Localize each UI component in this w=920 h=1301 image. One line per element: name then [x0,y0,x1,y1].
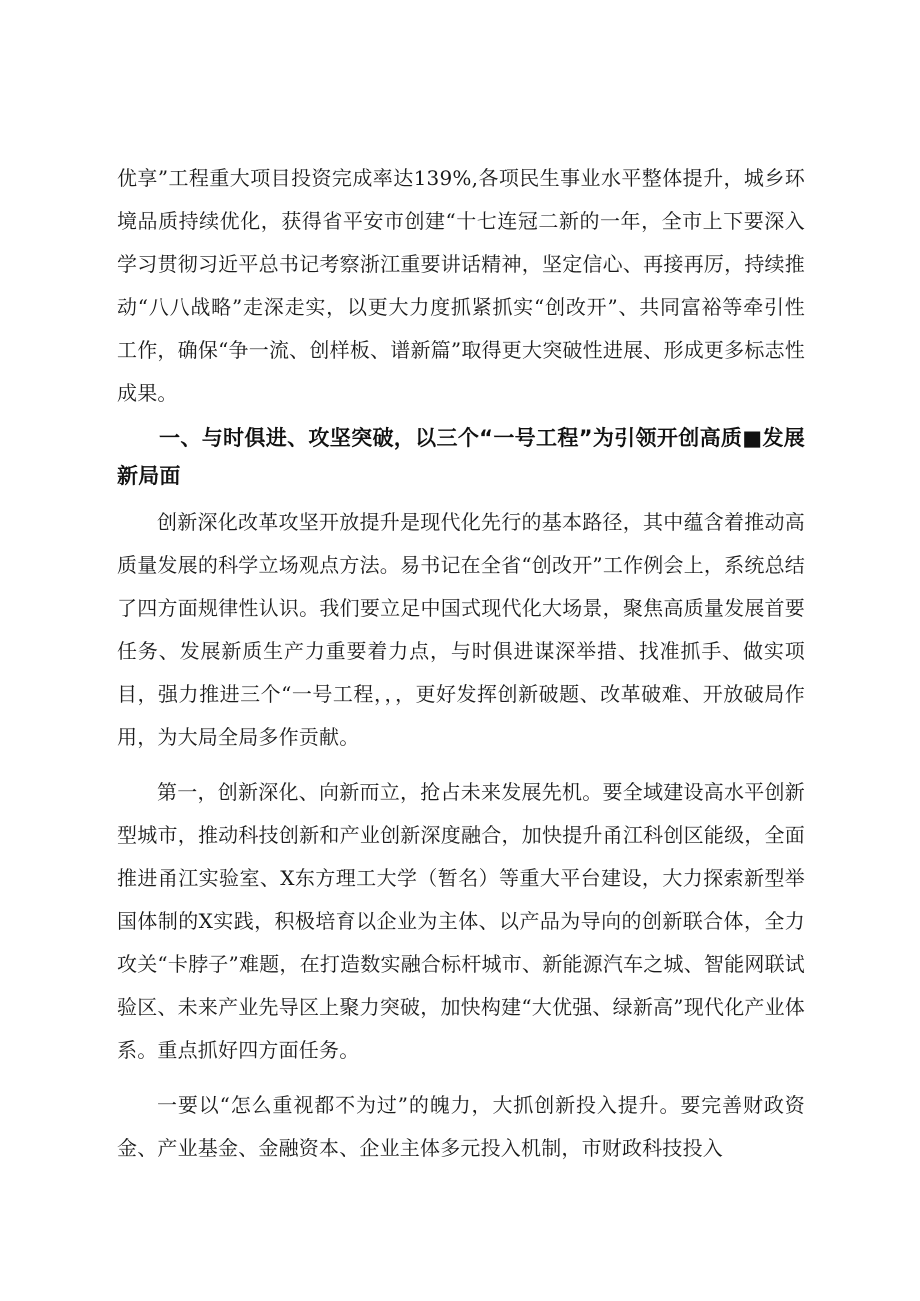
paragraph-first-point: 第一，创新深化、向新而立，抢占未来发展先机。要全域建设高水平创新型城市，推动科技创新和产业创新深度融合，加快提升甬江科创区能级，全面推进甬江实验室、X东方理工大学（暂名）等重大平台建设，大力探索新型举国体制的X实践，积极培育以企业为主体、以产品为导向的创新联合体，全力攻关“卡脖子”难题，在打造数实融合标杆城市、新能源汽车之城、智能网联试验区、未来产业先导区上聚力突破，加快构建“大优强、绿新高”现代化产业体系。重点抓好四方面任务。 [117,780,805,1062]
paragraph-spacer [117,1072,805,1084]
document-body [117,157,805,1170]
paragraph-spacer [117,759,805,771]
paragraph-sub-point: 一要以“怎么重视都不为过”的魄力，大抓创新投入提升。要完善财政资金、产业基金、金融资本、企业主体多元投入机制，市财政科技投入 [117,1093,805,1160]
section-heading: 一、与时俱进、攻坚突破，以三个“一号工程”为引领开创高质■发展新局面 [117,426,805,488]
paragraph-continued: 优享”工程重大项目投资完成率达139%,各项民生事业水平整体提升，城乡环境品质持续优化，获得省平安市创建“十七连冠二新的一年，全市上下要深入学习贯彻习近平总书记考察浙江重要讲话精神，坚定信心、再接再厉，持续推动“八八战略”走深走实，以更大力度抓紧抓实“创改开”、共同富裕等牵引性工作，确保“争一流、创样板、谱新篇”取得更大突破性进展、形成更多标志性成果。 [117,166,805,405]
paragraph-intro: 创新深化改革攻坚开放提升是现代化先行的基本路径，其中蕴含着推动高质量发展的科学立场观点方法。易书记在全省“创改开”工作例会上，系统总结了四方面规律性认识。我们要立足中国式现代化大场景，聚焦高质量发展首要任务、发展新质生产力重要着力点，与时俱进谋深举措、找准抓手、做实项目，强力推进三个“一号工程，，，更好发挥创新破题、改革破难、开放破局作用，为大局全局多作贡献。 [117,510,805,749]
